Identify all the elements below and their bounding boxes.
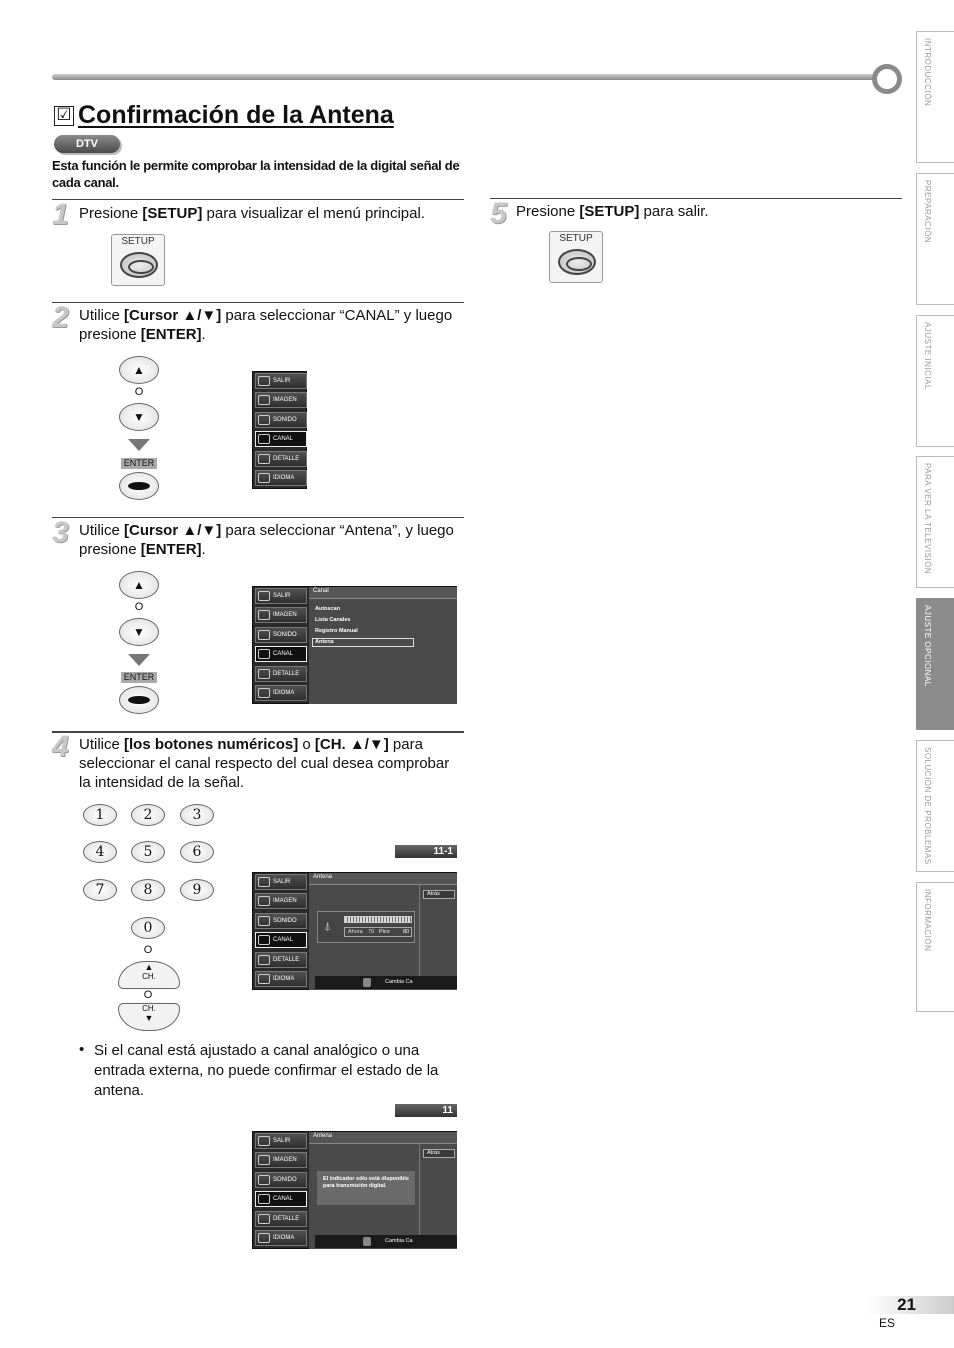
or-label: O [143,944,153,956]
channel-up-button[interactable]: ▲ CH. [118,961,180,989]
page-number: 21 [866,1296,954,1314]
menu-item-detalle[interactable]: DETALLE [255,451,307,467]
menu-item-detalle[interactable]: DETALLE [255,1211,307,1227]
picture-icon [258,395,270,405]
menu-item-sonido[interactable]: SONIDO [255,1172,307,1188]
submenu-item-antena[interactable]: Antena [312,638,414,647]
side-tab-informacion[interactable]: INFORMACIÓN [916,882,954,1012]
step-number: 3 [52,516,69,549]
or-label: O [143,989,153,1001]
enter-label: ENTER [121,672,157,683]
exit-icon [258,1136,270,1146]
menu-item-idioma[interactable]: IDIOMA [255,685,307,701]
antena-panel [309,1132,457,1249]
step-rule [52,517,464,518]
sound-icon [258,1175,270,1185]
menu-item-idioma[interactable]: IDIOMA [255,470,307,486]
menu-item-imagen[interactable]: IMAGEN [255,893,307,909]
enter-label: ENTER [121,458,157,469]
number-key-8[interactable]: 8 [131,879,165,901]
header-rule [52,74,878,80]
side-tab-ajuste-opcional[interactable]: AJUSTE OPCIONAL [916,598,954,730]
menu-item-detalle[interactable]: DETALLE [255,666,307,682]
back-button[interactable]: Atrás [423,890,455,899]
enter-button[interactable] [119,686,159,714]
channel-icon [258,434,270,444]
channel-icon [258,649,270,659]
picture-icon [258,610,270,620]
step-rule [52,302,464,303]
submenu-item-lista-canales[interactable]: Lista Canales [315,617,351,623]
main-menu-screen [252,371,307,489]
step-4-text: Utilice [los botones numéricos] o [CH. ▲/▼] para seleccionar el canal respecto del cual desea comprobar la intensidad de la señal. [79,736,450,791]
menu-item-salir[interactable]: SALIR [255,588,307,604]
menu-item-imagen[interactable]: IMAGEN [255,392,307,408]
language-icon [258,688,270,698]
analog-message: El indicador sólo está disponible para transmisión digital. [317,1171,415,1205]
number-key-6[interactable]: 6 [180,841,214,863]
sound-icon [258,415,270,425]
cursor-down-button[interactable]: ▼ [119,403,159,431]
number-key-0[interactable]: 0 [131,917,165,939]
step-rule [490,198,902,199]
menu-item-imagen[interactable]: IMAGEN [255,607,307,623]
number-key-3[interactable]: 3 [180,804,214,826]
antenna-icon: ⍋ [324,919,332,933]
channel-indicator: 11-1 [395,845,457,858]
submenu-item-autoscan[interactable]: Autoscan [315,606,341,612]
menu-item-detalle[interactable]: DETALLE [255,952,307,968]
menu-item-canal[interactable]: CANAL [255,1191,307,1207]
cursor-up-button[interactable]: ▲ [119,356,159,384]
remote-icon [363,978,371,987]
step-3-text: Utilice [Cursor ▲/▼] para seleccionar “Antena”, y luego presione [ENTER]. [79,522,454,558]
language-code: ES [879,1316,896,1330]
setup-button[interactable]: SETUP [549,231,603,283]
step-2-text: Utilice [Cursor ▲/▼] para seleccionar “CANAL” y luego presione [ENTER]. [79,307,453,343]
detail-icon [258,1214,270,1224]
exit-icon [258,591,270,601]
page-title: Confirmación de la Antena [78,101,394,129]
arrow-down-icon [128,439,150,451]
number-key-9[interactable]: 9 [180,879,214,901]
footer-hint: Cambia Ca [315,1235,457,1248]
or-label: O [134,386,144,398]
back-button[interactable]: Atrás [423,1149,455,1158]
setup-oval-icon [558,249,596,275]
picture-icon [258,1155,270,1165]
number-key-5[interactable]: 5 [131,841,165,863]
exit-icon [258,376,270,386]
antena-digital-screen [252,872,457,990]
side-tab-ajuste-inicial[interactable]: AJUSTE INICIAL [916,315,954,447]
setup-button[interactable]: SETUP [111,234,165,286]
bullet-icon: • [79,1041,85,1058]
detail-icon [258,454,270,464]
number-key-4[interactable]: 4 [83,841,117,863]
panel-title: Canal [313,588,329,594]
canal-panel [309,587,457,704]
number-key-7[interactable]: 7 [83,879,117,901]
side-tab-solucion-de-problemas[interactable]: SOLUCIÓN DE PROBLEMAS [916,740,954,872]
menu-item-idioma[interactable]: IDIOMA [255,971,307,987]
submenu-item-registro-manual[interactable]: Registro Manual [315,628,358,634]
canal-menu-screen [252,586,457,704]
number-key-1[interactable]: 1 [83,804,117,826]
footer-hint: Cambia Ca [315,976,457,989]
side-tab-introduccion[interactable]: INTRODUCCIÓN [916,31,954,163]
menu-item-canal[interactable]: CANAL [255,431,307,447]
channel-icon [258,1194,270,1204]
menu-item-canal[interactable]: CANAL [255,932,307,948]
menu-item-canal[interactable]: CANAL [255,646,307,662]
antena-analog-screen [252,1131,457,1249]
step-number: 2 [52,301,69,334]
antena-panel [309,873,457,990]
cursor-up-button[interactable]: ▲ [119,571,159,599]
cursor-down-button[interactable]: ▼ [119,618,159,646]
step-1-text: Presione [SETUP] para visualizar el menú principal. [79,205,425,222]
number-key-2[interactable]: 2 [131,804,165,826]
step-rule [52,731,464,733]
language-icon [258,473,270,483]
channel-down-button[interactable]: CH. ▼ [118,1003,180,1031]
picture-icon [258,896,270,906]
intro-text: Esta función le permite comprobar la intensidad de la digital señal de cada canal. [52,158,460,190]
channel-indicator: 11 [395,1104,457,1117]
panel-title: Antena [313,874,333,880]
bullet-text: Si el canal está ajustado a canal analógico o una entrada externa, no puede confirmar el estado de la antena. [94,1042,439,1099]
sound-icon [258,916,270,926]
panel-title: Antena [313,1133,333,1139]
setup-oval-icon [120,252,158,278]
detail-icon [258,955,270,965]
arrow-down-icon [128,654,150,666]
enter-button[interactable] [119,472,159,500]
side-tab-para-ver-la-television[interactable]: PARA VER LA TELEVISIÓN [916,456,954,588]
step-number: 5 [490,197,507,230]
menu-item-idioma[interactable]: IDIOMA [255,1230,307,1246]
title-row [54,101,394,130]
channel-down-icon: ▼ [144,1013,154,1023]
step-number: 4 [52,730,69,763]
menu-item-salir[interactable]: SALIR [255,373,307,389]
dtv-badge: DTV [54,135,120,153]
menu-item-sonido[interactable]: SONIDO [255,913,307,929]
step-5-text: Presione [SETUP] para salir. [516,203,709,220]
menu-item-salir[interactable]: SALIR [255,874,307,890]
signal-meter: ⍋ Ahora 70 Pico 80 [317,911,415,943]
or-label: O [134,601,144,613]
detail-icon [258,669,270,679]
language-icon [258,1233,270,1243]
menu-item-imagen[interactable]: IMAGEN [255,1152,307,1168]
step-number: 1 [52,198,69,231]
sound-icon [258,630,270,640]
menu-item-salir[interactable]: SALIR [255,1133,307,1149]
channel-up-icon: ▲ [144,962,154,972]
step-rule [52,199,464,200]
checkbox-icon: ☑ [54,106,74,126]
exit-icon [258,877,270,887]
menu-item-sonido[interactable]: SONIDO [255,412,307,428]
signal-bar [344,916,412,923]
header-knob [872,64,902,94]
side-tab-preparacion[interactable]: PREPARACIÓN [916,173,954,305]
remote-icon [363,1237,371,1246]
channel-icon [258,935,270,945]
menu-item-sonido[interactable]: SONIDO [255,627,307,643]
language-icon [258,974,270,984]
